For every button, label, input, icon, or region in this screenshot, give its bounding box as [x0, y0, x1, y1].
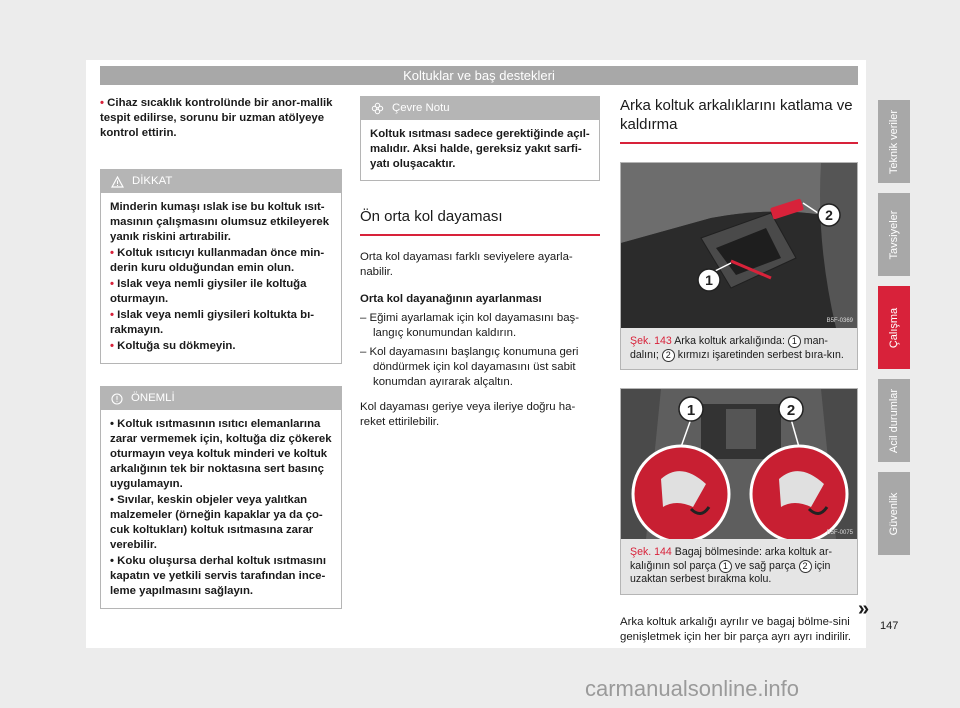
section-title-rear-seat: Arka koltuk arkalıklarını katlama ve kaldırma: [620, 96, 858, 144]
tab-acil-durumlar[interactable]: Acil durumlar: [878, 379, 910, 462]
warning-bullet: • Koltuk ısıtıcıyı kullanmadan önce min-derin kuru olduğundan emin olun.: [110, 247, 325, 274]
figure-143-caption: Şek. 143 Arka koltuk arkalığında: 1 man-dalını; 2 kırmızı işaretinden serbest bıra-kın.: [621, 328, 857, 369]
seat-release-illustration: [621, 163, 857, 328]
warning-triangle-icon: [111, 176, 124, 188]
trunk-release-illustration: [621, 389, 857, 539]
warning-body: [101, 193, 341, 363]
notice-bullet: • Koltuk ısıtmasının ısıtıcı elemanlarına zarar vermemek için, koltuğa diz çökerek oturmayın veya koltuk minderi ve koltuk arkalığının tek bir noktasına sert basınç uygulamayın.: [110, 418, 332, 490]
environment-note-body: Koltuk ısıtması sadece gerektiğinde açıl-malıdır. Aksi halde, gereksiz yakıt sarfi-yatı oluşacaktır.: [370, 128, 590, 170]
number-badge: 2: [662, 349, 675, 362]
bullet-icon: •: [110, 309, 114, 321]
figure-ref: Şek. 144: [630, 546, 672, 558]
bullet-icon: •: [110, 494, 114, 506]
bullet-icon: •: [110, 418, 114, 430]
page-header: Koltuklar ve baş destekleri: [100, 66, 858, 85]
figure-ref: Şek. 143: [630, 335, 672, 347]
figure-143: [620, 162, 858, 370]
notice-header: [101, 387, 341, 410]
bullet-icon: •: [100, 97, 104, 109]
environment-note-title: Çevre Notu: [392, 102, 450, 114]
continue-icon: »: [858, 598, 870, 620]
figure-144: [620, 388, 858, 595]
notice-body: [101, 410, 341, 608]
callout-1: 1: [686, 402, 696, 419]
warning-paragraph: Minderin kumaşı ıslak ise bu koltuk ısıt-masının çalışmasını olumsuz etkileyerek yanık riskini artırabilir.: [110, 201, 330, 243]
armrest-subheading: Orta kol dayanağının ayarlanması: [360, 293, 542, 305]
intro-bullet: • Cihaz sıcaklık kontrolünde bir anor-mallik tespit edilirse, sorunu bir uzman atölyeye kontrol ettirin.: [100, 97, 333, 139]
column-middle: [360, 96, 600, 430]
callout-2: 2: [786, 402, 796, 419]
rear-seat-outro: Arka koltuk arkalığı ayrılır ve bagaj bölme-sini genişletmek için her bir parça ayrı ayrı indirilir.: [620, 615, 852, 643]
page-number: 147: [880, 620, 899, 632]
warning-title: DİKKAT: [132, 175, 173, 187]
bullet-icon: •: [110, 555, 114, 567]
bullet-icon: •: [110, 247, 114, 259]
armrest-body: [360, 250, 600, 430]
environment-note-header: [361, 97, 599, 120]
number-badge: 2: [799, 560, 812, 573]
warning-header: [101, 170, 341, 193]
callout-2: 2: [825, 207, 833, 223]
notice-box: [100, 386, 342, 609]
column-right: [620, 96, 858, 645]
notice-bullet: • Sıvılar, keskin objeler veya yalıtkan malzemeler (örneğin kapaklar ya da ço-cuk koltukları) koltuk ısıtmasına zarar verebilir.: [110, 494, 323, 551]
armrest-intro: Orta kol dayaması farklı seviyelere ayarla-nabilir.: [360, 251, 573, 278]
tab-calisma[interactable]: Çalışma: [878, 286, 910, 369]
figure-143-image: [621, 163, 857, 328]
figure-code: B5F-0075: [826, 530, 853, 536]
warning-bullet: • Koltuğa su dökmeyin.: [110, 340, 236, 352]
callout-1: 1: [705, 272, 713, 288]
info-circle-icon: [111, 393, 123, 405]
tab-tavsiyeler[interactable]: Tavsiyeler: [878, 193, 910, 276]
warning-bullet: • Islak veya nemli giysileri koltukta bı-rakmayın.: [110, 309, 315, 336]
number-badge: 1: [788, 335, 801, 348]
tab-guvenlik[interactable]: Güvenlik: [878, 472, 910, 555]
number-badge: 1: [719, 560, 732, 573]
notice-title: ÖNEMLİ: [131, 392, 175, 404]
armrest-step: – Kol dayamasını başlangıç konumuna geri döndürmek için kol dayamasını üst sabit konumdan ayırarak alçaltın.: [360, 346, 579, 388]
figure-144-image: [621, 389, 857, 539]
warning-box: [100, 169, 342, 364]
notice-bullet: • Koku oluşursa derhal koltuk ısıtmasını kapatın ve yetkili servis tarafından ince-leme yapılmasını sağlayın.: [110, 555, 327, 597]
armrest-outro: Kol dayaması geriye veya ileriye doğru ha-reket ettirilebilir.: [360, 401, 576, 428]
armrest-step: – Eğimi ayarlamak için kol dayamasını baş-langıç konumundan kaldırın.: [360, 312, 580, 339]
figure-144-caption: Şek. 144 Bagaj bölmesinde: arka koltuk ar-kalığının sol parça 1 ve sağ parça 2 için uzaktan serbest bırakma kolu.: [621, 539, 857, 594]
bullet-icon: •: [110, 278, 114, 290]
watermark: carmanualsonline.info: [585, 676, 800, 701]
column-left: [100, 96, 342, 609]
warning-bullet: • Islak veya nemli giysiler ile koltuğa oturmayın.: [110, 278, 307, 305]
figure-code: B5F-0369: [826, 318, 853, 324]
section-title-armrest: Ön orta kol dayaması: [360, 207, 600, 236]
tab-teknik-veriler[interactable]: Teknik veriler: [878, 100, 910, 183]
bullet-icon: •: [110, 340, 114, 352]
leaf-flower-icon: [371, 102, 384, 115]
environment-note-box: [360, 96, 600, 181]
chapter-tabs: [878, 100, 910, 565]
